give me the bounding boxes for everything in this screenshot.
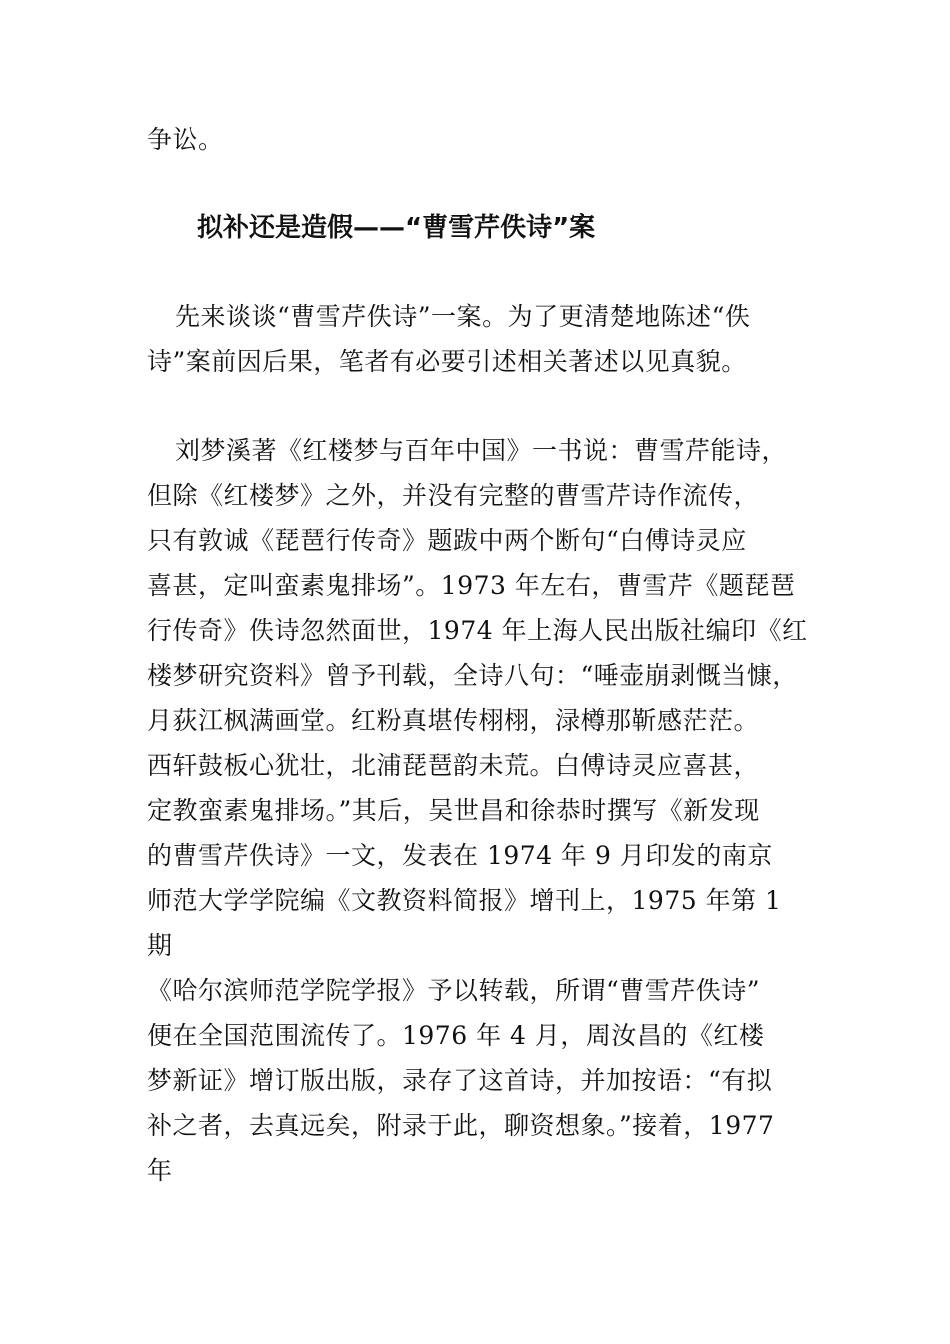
paragraph-line: 刘梦溪著《红楼梦与百年中国》一书说：曹雪芹能诗， [175, 436, 788, 465]
paragraph-line: 楼梦研究资料》曾予刊载，全诗八句：“唾壶崩剥慨当慷， [147, 661, 798, 690]
paragraph-line: 喜甚，定叫蛮素鬼排场”。1973 年左右，曹雪芹《题琵琶 [147, 571, 796, 600]
paragraph-line: 期 [147, 931, 173, 960]
paragraph-line: 只有敦诚《琵琶行传奇》题跋中两个断句“白傅诗灵应 [147, 526, 747, 555]
paragraph-line: 但除《红楼梦》之外，并没有完整的曹雪芹诗作流传， [147, 481, 760, 510]
paragraph-line: 月荻江枫满画堂。红粉真堪传栩栩，渌樽那靳感茫茫。 [147, 706, 760, 735]
paragraph-line: 年 [147, 1156, 173, 1185]
paragraph-line: 师范大学学院编《文教资料简报》增刊上，1975 年第 1 [147, 886, 782, 915]
section-heading: 拟补还是造假——“曹雪芹佚诗”案 [197, 213, 596, 243]
paragraph-line: 先来谈谈“曹雪芹佚诗”一案。为了更清楚地陈述“佚 [175, 302, 751, 331]
paragraph-line: 《哈尔滨师范学院学报》予以转载，所谓“曹雪芹佚诗” [147, 976, 761, 1005]
paragraph-line: 诗”案前因后果，笔者有必要引述相关著述以见真貌。 [147, 347, 747, 376]
paragraph-line: 的曹雪芹佚诗》一文，发表在 1974 年 9 月印发的南京 [147, 841, 773, 870]
paragraph-line: 梦新证》增订版出版，录存了这首诗，并加按语：“有拟 [147, 1066, 773, 1095]
paragraph-line: 定教蛮素鬼排场。”其后，吴世昌和徐恭时撰写《新发现 [147, 796, 760, 825]
paragraph-line: 行传奇》佚诗忽然面世，1974 年上海人民出版社编印《红 [147, 616, 808, 645]
paragraph-line: 补之者，去真远矣，附录于此，聊资想象。”接着，1977 [147, 1111, 775, 1140]
paragraph-line: 西轩鼓板心犹壮，北浦琵琶韵未荒。白傅诗灵应喜甚， [147, 751, 760, 780]
paragraph-line: 便在全国范围流传了。1976 年 4 月，周汝昌的《红楼 [147, 1021, 765, 1050]
intro-line: 争讼。 [147, 125, 224, 154]
